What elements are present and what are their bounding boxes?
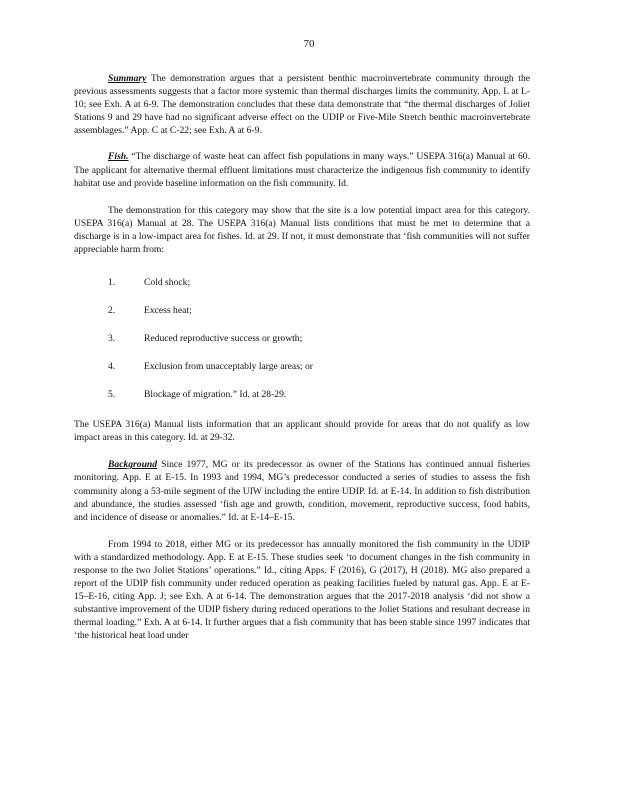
list-item-number: 1. xyxy=(108,276,116,288)
summary-paragraph xyxy=(74,72,530,137)
list-item-text: Excess heat; xyxy=(144,304,192,316)
list-item xyxy=(74,324,530,352)
background-heading: Background xyxy=(108,459,158,471)
fish-text: “The discharge of waste heat can affect fish populations in many ways.” USEPA 316(a) Manual at 60. The applicant for alternative thermal effluent limitations must characterize the indigenous fish community to identify habitat use and provide baseline information on the fish community. Id. xyxy=(74,151,531,189)
fish-heading: Fish. xyxy=(108,151,129,163)
monitoring-paragraph: From 1994 to 2018, either MG or its predecessor has annually monitored the fish community in the UDIP with a standardized methodology. App. E at E-15. These studies seek ‘to document changes in the fish community in response to the two Joliet Stations’ operations.” Id., citing Apps. F (2016), G (2017), H (2018). MG also prepared a report of the UDIP fish community under reduced operation as peaking facilities fueled by natural gas. App. E at E-15–E-16, citing App. J; see Exh. A at 6-14. The demonstration argues that the 2017-2018 analysis ‘did not show a substantive improvement of the UDIP fishery during reduced operations to the Joliet Stations and resultant decrease in thermal loading.” Exh. A at 6-14. It further argues that a fish community that has been stable since 1997 indicates that ‘the historical heat load under xyxy=(74,538,530,642)
list-item xyxy=(74,268,530,296)
list-item-text: Cold shock; xyxy=(144,276,191,288)
list-item-text: Reduced reproductive success or growth; xyxy=(144,332,303,344)
fish-paragraph xyxy=(74,150,530,189)
background-paragraph xyxy=(74,458,530,523)
summary-text: The demonstration argues that a persistent benthic macroinvertebrate community through the previous assessments suggests that a factor more systemic than thermal discharges limits the community. App. L at L-10; see Exh. A at 6-9. The demonstration concludes that these data demonstrate that “the thermal discharges of Joliet Stations 9 and 29 have had no significant adverse effect on the UDIP or Five-Mile Stretch benthic macroinvertebrate assemblages.” App. C at C-22; see Exh. A at 6-9. xyxy=(74,73,530,137)
page-number: 70 xyxy=(303,38,315,50)
harm-factors-list xyxy=(74,268,530,408)
document-body xyxy=(74,72,530,643)
usepa-paragraph: The USEPA 316(a) Manual lists information that an applicant should provide for areas that do not qualify as low impact areas in this category. Id. at 29-32. xyxy=(74,419,530,444)
list-item-text: Exclusion from unacceptably large areas; or xyxy=(144,360,313,372)
background-text: Since 1977, MG or its predecessor as owner of the Stations has continued annual fisheries monitoring. App. E at E-15. In 1993 and 1994, MG’s predecessor conducted a series of studies to assess the fish community along a 53-mile segment of the UIW including the entire UDIP. Id. at E-14. In addition to fish distribution and abundance, the studies assessed ‘fish age and growth, condition, movement, reproductive success, food habits, and incidence of disease or anomalies.” Id. at E-14–E-15. xyxy=(74,459,531,523)
list-item-number: 2. xyxy=(108,304,116,316)
list-item-number: 4. xyxy=(108,360,116,372)
list-item-text: Blockage of migration.” Id. at 28-29. xyxy=(144,388,287,400)
list-item xyxy=(74,380,530,408)
list-item-number: 5. xyxy=(108,388,116,400)
summary-heading: Summary xyxy=(108,73,147,84)
list-item xyxy=(74,296,530,324)
list-item-number: 3. xyxy=(108,332,116,344)
list-item xyxy=(74,352,530,380)
demonstration-paragraph: The demonstration for this category may show that the site is a low potential impact area for this category. USEPA 316(a) Manual at 28. The USEPA 316(a) Manual lists conditions that must be met to determine that a discharge is in a low-impact area for fishes. Id. at 29. If not, it must demonstrate that ‘fish communities will not suffer appreciable harm from: xyxy=(74,204,530,256)
